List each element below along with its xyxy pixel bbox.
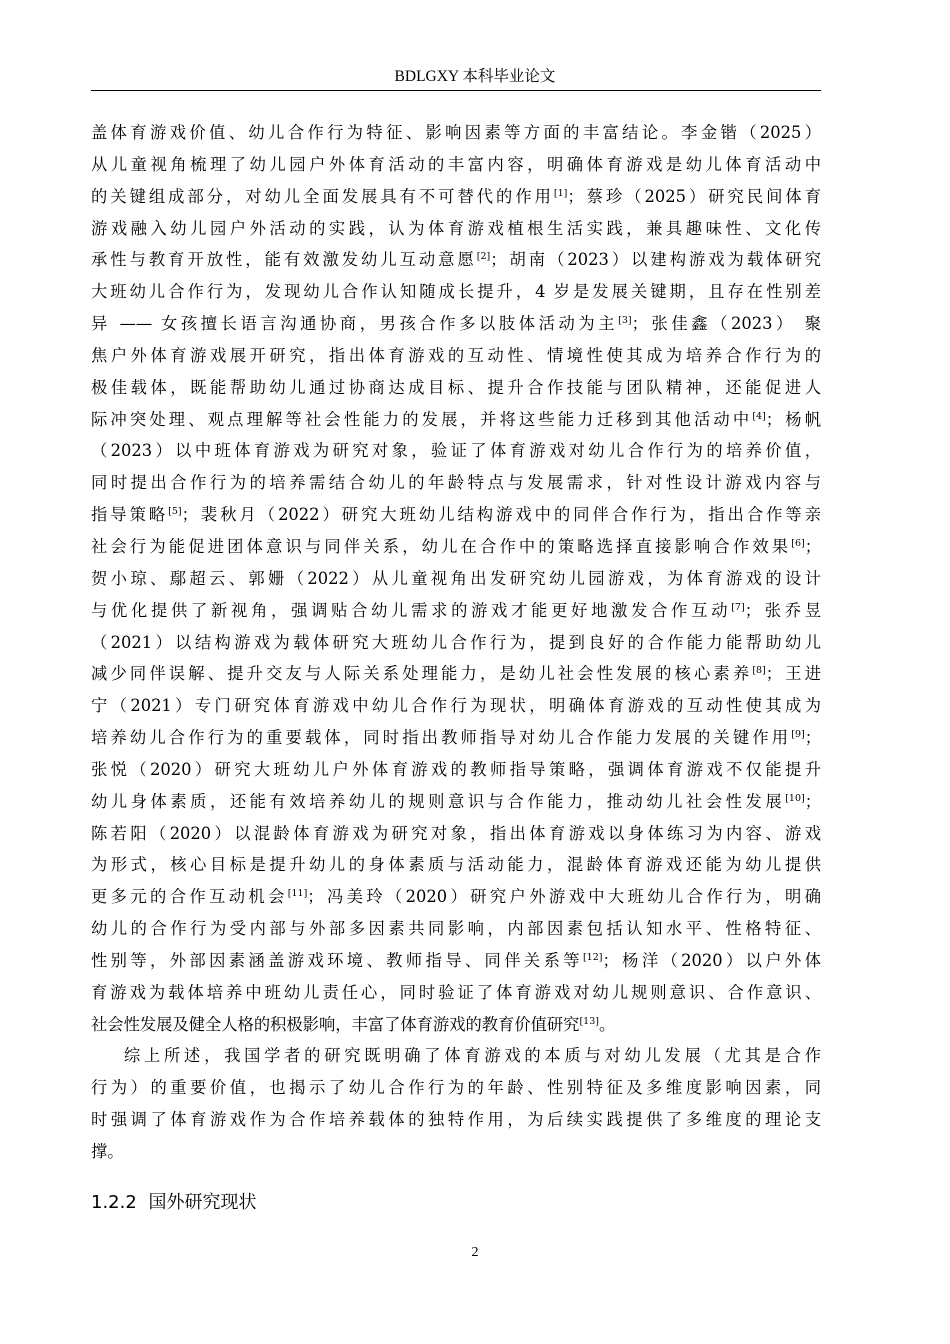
line-text: 从儿童视角梳理了幼儿园户外体育活动的丰富内容，明确体育游戏是幼儿体育活动中 bbox=[91, 154, 821, 174]
line-text-continued: ；冯美玲（2020）研究户外游戏中大班幼儿合作行为，明确 bbox=[307, 887, 821, 907]
text-line bbox=[91, 340, 821, 372]
text-line bbox=[91, 1104, 821, 1136]
section-title: 国外研究现状 bbox=[148, 1192, 257, 1213]
line-text: 陈若阳（2020）以混龄体育游戏为研究对象，指出体育游戏以身体练习为内容、游戏 bbox=[91, 823, 821, 843]
line-text-continued: ； bbox=[804, 536, 821, 556]
line-text: 焦户外体育游戏展开研究，指出体育游戏的互动性、情境性使其成为培养合作行为的 bbox=[91, 345, 821, 365]
line-text: 同时提出合作行为的培养需结合幼儿的年龄特点与发展需求，针对性设计游戏内容与 bbox=[91, 473, 821, 493]
body-text bbox=[91, 117, 821, 1168]
line-text: 际冲突处理、观点理解等社会性能力的发展，并将这些能力迁移到其他活动中 bbox=[91, 409, 753, 429]
line-text-continued: ；胡南（2023）以建构游戏为载体研究 bbox=[490, 250, 821, 270]
line-text-continued: ；蔡珍（2025）研究民间体育 bbox=[567, 186, 821, 206]
text-line bbox=[91, 977, 821, 1009]
text-line bbox=[91, 945, 821, 977]
line-text-continued: ；张佳鑫（2023） 聚 bbox=[631, 314, 821, 334]
line-text-continued: ； bbox=[804, 791, 821, 811]
text-line bbox=[91, 404, 821, 436]
line-text: 培养幼儿合作行为的重要载体，同时指出教师指导对幼儿合作能力发展的关键作用 bbox=[91, 728, 792, 748]
citation-ref: [11] bbox=[287, 888, 308, 900]
citation-ref: [6] bbox=[791, 537, 805, 549]
line-text: 撑。 bbox=[91, 1142, 124, 1161]
citation-ref: [3] bbox=[618, 315, 632, 327]
line-text-continued: ；杨洋（2020）以户外体 bbox=[602, 950, 822, 970]
text-line bbox=[91, 786, 821, 818]
text-line bbox=[91, 181, 821, 213]
text-line bbox=[91, 913, 821, 945]
line-text: 幼儿的合作行为受内部与外部多因素共同影响，内部因素包括认知水平、性格特征、 bbox=[91, 919, 821, 939]
citation-ref: [9] bbox=[791, 729, 805, 741]
line-text-continued: ；张乔昱 bbox=[744, 600, 821, 620]
text-line bbox=[91, 499, 821, 531]
text-line bbox=[91, 1136, 821, 1168]
line-text: 育游戏为载体培养中班幼儿责任心，同时验证了体育游戏对幼儿规则意识、合作意识、 bbox=[91, 982, 821, 1002]
line-text: 社会行为能促进团体意识与同伴关系，幼儿在合作中的策略选择直接影响合作效果 bbox=[91, 536, 792, 556]
line-text: 时强调了体育游戏作为合作培养载体的独特作用，为后续实践提供了多维度的理论支 bbox=[91, 1110, 821, 1130]
citation-ref: [2] bbox=[476, 251, 491, 263]
text-line bbox=[91, 213, 821, 245]
line-text: 大班幼儿合作行为，发现幼儿合作认知随成长提升，4 岁是发展关键期，且存在性别差 bbox=[91, 282, 821, 302]
line-text: 行为）的重要价值，也揭示了幼儿合作行为的年龄、性别特征及多维度影响因素，同 bbox=[91, 1078, 821, 1098]
citation-ref: [10] bbox=[785, 792, 805, 804]
line-text: 游戏融入幼儿园户外活动的实践，认为体育游戏植根生活实践，兼具趣味性、文化传 bbox=[91, 218, 821, 238]
text-line bbox=[91, 308, 821, 340]
text-line bbox=[91, 531, 821, 563]
text-line bbox=[91, 658, 821, 690]
line-text: 承性与教育开放性，能有效激发幼儿互动意愿 bbox=[91, 250, 477, 270]
line-text-continued: ； bbox=[804, 728, 821, 748]
header-rule bbox=[91, 90, 821, 91]
citation-ref: [4] bbox=[752, 410, 766, 422]
line-text: 极佳载体，既能帮助幼儿通过协商达成目标、提升合作技能与团队精神，还能促进人 bbox=[91, 377, 821, 397]
text-line bbox=[91, 881, 821, 913]
line-text: 与优化提供了新视角，强调贴合幼儿需求的游戏才能更好地激发合作互动 bbox=[91, 600, 732, 620]
text-line bbox=[91, 276, 821, 308]
citation-ref: [7] bbox=[731, 601, 745, 613]
line-text: 异 —— 女孩擅长语言沟通协商，男孩合作多以肢体活动为主 bbox=[91, 314, 619, 334]
line-text-continued: ；杨帆 bbox=[765, 409, 821, 429]
section-number: 1.2.2 bbox=[91, 1192, 137, 1213]
text-line bbox=[91, 690, 821, 722]
line-text: 综上所述，我国学者的研究既明确了体育游戏的本质与对幼儿发展（尤其是合作 bbox=[124, 1046, 821, 1066]
text-line bbox=[91, 627, 821, 659]
section-heading bbox=[91, 1188, 257, 1214]
line-text: 宁（2021）专门研究体育游戏中幼儿合作行为现状，明确体育游戏的互动性使其成为 bbox=[91, 696, 821, 716]
citation-ref: [5] bbox=[168, 506, 182, 518]
line-text: 减少同伴误解、提升交友与人际关系处理能力，是幼儿社会性发展的核心素养 bbox=[91, 664, 753, 684]
text-line bbox=[91, 722, 821, 754]
text-line bbox=[91, 595, 821, 627]
text-line bbox=[91, 117, 821, 149]
page-number: 2 bbox=[471, 1245, 479, 1260]
citation-ref: [8] bbox=[752, 665, 766, 677]
text-line bbox=[91, 563, 821, 595]
citation-ref: [13] bbox=[579, 1015, 599, 1027]
citation-ref: [1] bbox=[553, 187, 568, 199]
text-line bbox=[91, 467, 821, 499]
page-header: BDLGXY 本科毕业论文 bbox=[394, 68, 556, 85]
line-text: 为形式，核心目标是提升幼儿的身体素质与活动能力，混龄体育游戏还能为幼儿提供 bbox=[91, 855, 821, 875]
line-text: 贺小琼、鄢超云、郭姗（2022）从儿童视角出发研究幼儿园游戏，为体育游戏的设计 bbox=[91, 568, 821, 588]
line-text: 的关键组成部分，对幼儿全面发展具有不可替代的作用 bbox=[91, 186, 554, 206]
text-line bbox=[91, 1009, 821, 1041]
line-text-continued: ；裴秋月（2022）研究大班幼儿结构游戏中的同伴合作行为，指出合作等亲 bbox=[181, 505, 821, 525]
text-line bbox=[91, 149, 821, 181]
line-text: （2021）以结构游戏为载体研究大班幼儿合作行为，提到良好的合作能力能帮助幼儿 bbox=[91, 632, 821, 652]
text-line bbox=[91, 1072, 821, 1104]
text-line bbox=[91, 754, 821, 786]
text-line bbox=[91, 372, 821, 404]
line-text-continued: ；王进 bbox=[765, 664, 821, 684]
line-text: （2023）以中班体育游戏为研究对象，验证了体育游戏对幼儿合作行为的培养价值， bbox=[91, 441, 821, 461]
line-text: 幼儿身体素质，还能有效培养幼儿的规则意识与合作能力，推动幼儿社会性发展 bbox=[91, 791, 786, 811]
text-line bbox=[91, 244, 821, 276]
line-text: 张悦（2020）研究大班幼儿户外体育游戏的教师指导策略，强调体育游戏不仅能提升 bbox=[91, 759, 821, 779]
line-text: 盖体育游戏价值、幼儿合作行为特征、影响因素等方面的丰富结论。李金锴（2025） bbox=[91, 123, 821, 142]
line-text: 更多元的合作互动机会 bbox=[91, 887, 288, 907]
text-line bbox=[91, 1040, 821, 1072]
line-text-continued: 。 bbox=[598, 1014, 616, 1034]
citation-ref: [12] bbox=[582, 951, 603, 963]
line-text: 指导策略 bbox=[91, 505, 169, 525]
text-line bbox=[91, 435, 821, 467]
text-line bbox=[91, 818, 821, 850]
line-text: 性别等，外部因素涵盖游戏环境、教师指导、同伴关系等 bbox=[91, 950, 583, 970]
text-line bbox=[91, 849, 821, 881]
line-text: 社会性发展及健全人格的积极影响，丰富了体育游戏的教育价值研究 bbox=[91, 1014, 580, 1034]
